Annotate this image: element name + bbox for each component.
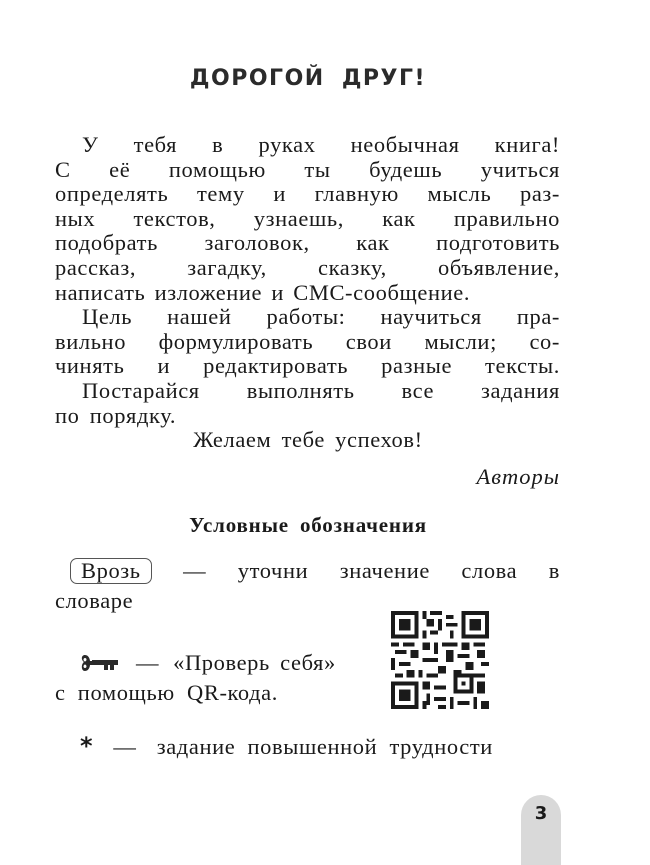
- key-icon: [80, 652, 122, 674]
- legend-text-continuation: с помощью QR-кода.: [55, 680, 278, 705]
- intro-paragraphs: [55, 133, 560, 428]
- text-line: определять тему и главную мысль раз-: [55, 181, 560, 207]
- text-line: Цель нашей работы: научиться пра-: [82, 304, 560, 330]
- legend-text: задание повышенной трудности: [156, 734, 493, 759]
- dash: —: [113, 734, 137, 759]
- text-line: чинять и редактировать разные тексты.: [55, 353, 560, 379]
- authors-signature: Авторы: [476, 464, 560, 489]
- legend-text-continuation: словаре: [55, 588, 134, 613]
- text-line: У тебя в руках необычная книга!: [82, 132, 560, 157]
- legend-item-dictionary: [55, 556, 560, 616]
- text-line: по порядку.: [55, 402, 177, 428]
- text-line: подобрать заголовок, как подготовить: [55, 230, 560, 256]
- dash: —: [136, 650, 160, 675]
- page-title: ДОРОГОЙ ДРУГ!: [189, 66, 427, 91]
- legend-text: значение: [339, 558, 430, 583]
- dash: —: [183, 558, 207, 583]
- legend-text: в: [548, 558, 560, 583]
- text-line: Постарайся выполнять все задания: [82, 377, 560, 403]
- legend-item-self-check: [55, 648, 336, 708]
- text-line: С её помощью ты будешь учиться: [55, 156, 560, 182]
- qr-code[interactable]: [391, 611, 489, 709]
- text-line: ных текстов, узнаешь, как правильно: [55, 205, 560, 231]
- text-line: написать изложение и СМС-сообщение.: [55, 279, 471, 305]
- text-line: вильно формулировать свои мысли; со-: [55, 328, 560, 354]
- word-box-icon: Врозь: [70, 558, 152, 584]
- wish-text: Желаем тебе успехов!: [193, 427, 423, 452]
- legend-text: уточни: [237, 558, 309, 583]
- legend-text: слова: [461, 558, 518, 583]
- text-line: рассказ, загадку, сказку, объявление,: [55, 254, 560, 280]
- legend-title: Условные обозначения: [189, 513, 427, 537]
- page-number: 3: [534, 803, 548, 824]
- page-number-tab: [521, 795, 561, 865]
- legend-item-difficult-task: [80, 732, 493, 760]
- legend-text: «Проверь себя»: [173, 650, 336, 675]
- asterisk-icon: *: [80, 732, 94, 760]
